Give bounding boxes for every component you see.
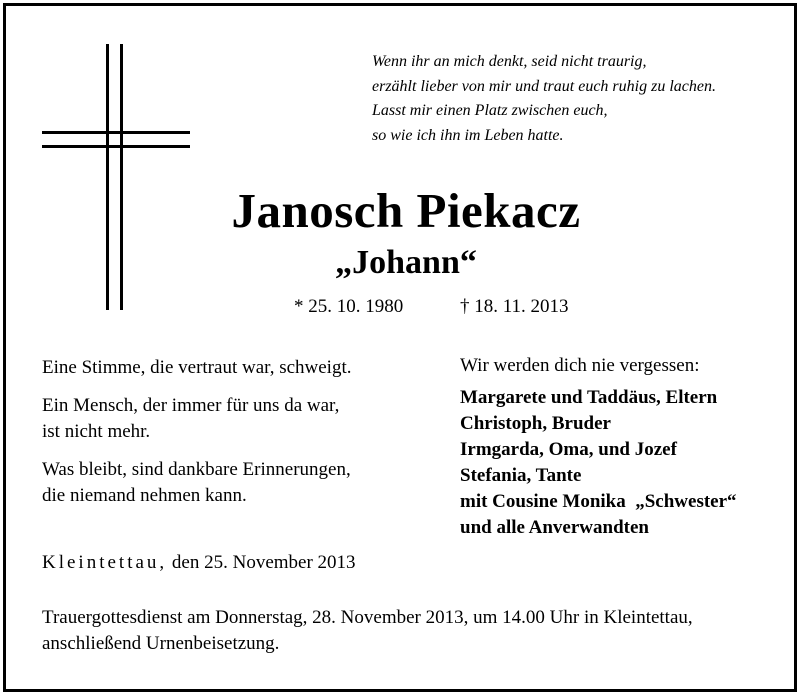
mourner-entry: Margarete und Taddäus, Eltern: [460, 387, 718, 408]
place-town: Kleintettau,: [42, 552, 168, 573]
poem-line: Lasst mir einen Platz zwischen euch,: [372, 102, 608, 119]
mourners-heading: Wir werden dich nie vergessen:: [460, 355, 700, 376]
service-line: Trauergottesdienst am Donnerstag, 28. November 2013, um 14.00 Uhr in Kleintettau,: [42, 607, 693, 628]
service-line: anschließend Urnenbeisetzung.: [42, 633, 280, 654]
deceased-nickname: „Johann“: [335, 244, 477, 281]
memorial-line: die niemand nehmen kann.: [42, 485, 247, 506]
place-date-text: den 25. November 2013: [171, 552, 356, 573]
memorial-line: ist nicht mehr.: [42, 421, 151, 442]
birth-date: * 25. 10. 1980: [294, 296, 404, 317]
poem-line: erzählt lieber von mir und traut euch ruhig zu lachen.: [372, 77, 716, 95]
mourner-entry: Irmgarda, Oma, und Jozef: [460, 439, 677, 460]
poem-line: so wie ich ihn im Leben hatte.: [372, 126, 564, 144]
memorial-line: Was bleibt, sind dankbare Erinnerungen,: [42, 459, 351, 480]
place-date: [42, 552, 356, 574]
mourner-entry: Christoph, Bruder: [460, 413, 611, 434]
mourner-entry: mit Cousine Monika „Schwester“: [460, 491, 737, 512]
mourner-entry: und alle Anverwandten: [460, 517, 649, 538]
poem-line: Wenn ihr an mich denkt, seid nicht traurig,: [372, 53, 647, 70]
memorial-line: Eine Stimme, die vertraut war, schweigt.: [42, 357, 352, 378]
deceased-name: Janosch Piekacz: [231, 183, 581, 238]
obituary-frame: [3, 3, 797, 692]
mourner-entry: Stefania, Tante: [460, 465, 582, 486]
memorial-text: [42, 355, 351, 521]
service-info: [42, 605, 693, 657]
mourners-list: [460, 385, 737, 541]
memorial-line: Ein Mensch, der immer für uns da war,: [42, 395, 340, 416]
poem: [372, 50, 716, 148]
death-date: † 18. 11. 2013: [460, 296, 569, 317]
